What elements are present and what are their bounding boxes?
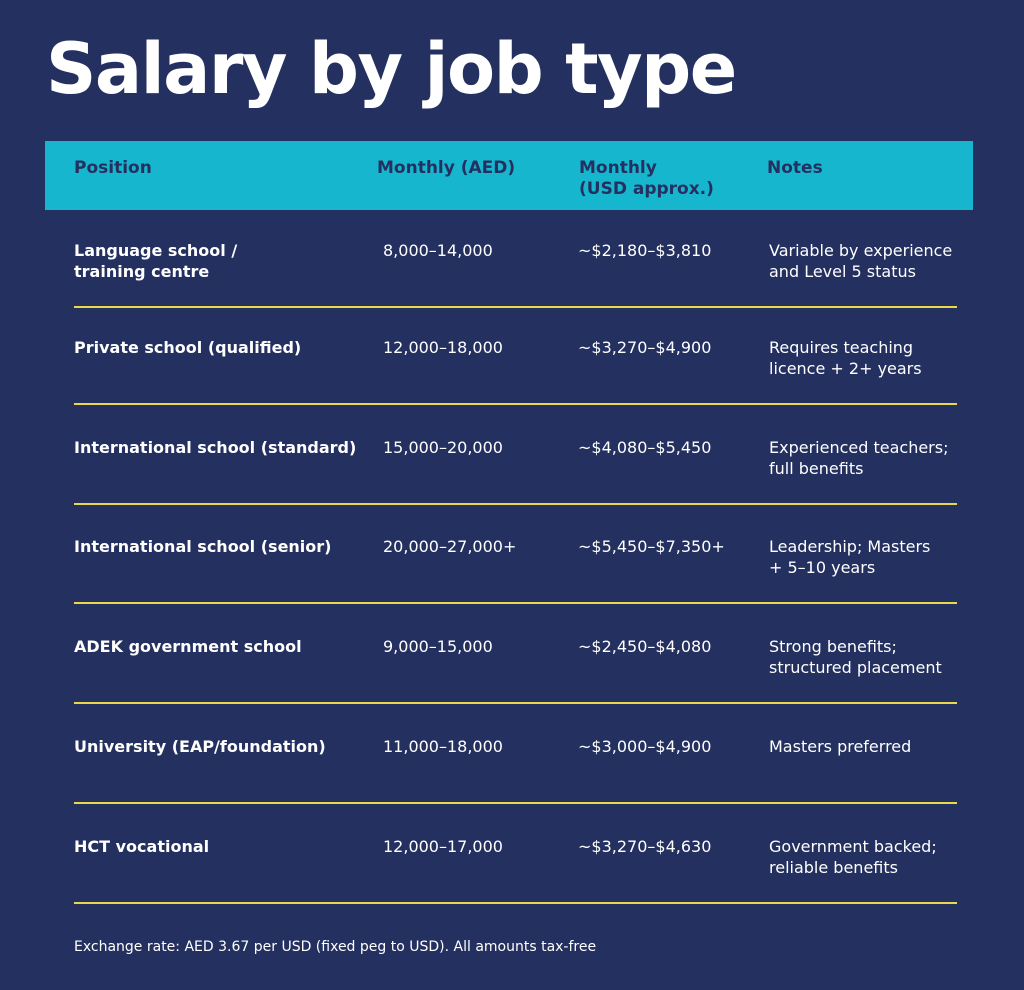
row-divider	[74, 503, 957, 505]
table-row	[74, 706, 957, 804]
cell-notes: Requires teaching licence + 2+ years	[769, 338, 922, 378]
table-row	[74, 407, 957, 505]
row-divider	[74, 802, 957, 804]
cell-monthly-aed: 11,000–18,000	[383, 737, 503, 756]
row-divider	[74, 702, 957, 704]
cell-monthly-aed: 8,000–14,000	[383, 241, 493, 260]
row-divider	[74, 902, 957, 904]
column-header-position: Position	[74, 158, 152, 178]
column-header-monthly-usd: Monthly (USD approx.)	[579, 158, 714, 199]
cell-notes: Government backed; reliable benefits	[769, 837, 937, 877]
cell-position: Private school (qualified)	[74, 338, 302, 357]
cell-notes: Experienced teachers; full benefits	[769, 438, 949, 478]
cell-notes: Masters preferred	[769, 737, 912, 756]
cell-notes: Strong benefits; structured placement	[769, 637, 942, 677]
cell-monthly-usd: ~$3,000–$4,900	[578, 737, 712, 756]
row-divider	[74, 602, 957, 604]
column-header-monthly-aed: Monthly (AED)	[377, 158, 516, 178]
table-row	[74, 806, 957, 904]
cell-position: International school (senior)	[74, 537, 332, 556]
table-row	[74, 307, 957, 405]
cell-monthly-aed: 12,000–17,000	[383, 837, 503, 856]
cell-monthly-aed: 15,000–20,000	[383, 438, 503, 457]
cell-position: ADEK government school	[74, 637, 302, 656]
cell-monthly-usd: ~$3,270–$4,630	[578, 837, 712, 856]
cell-notes: Variable by experience and Level 5 status	[769, 241, 953, 281]
cell-position: Language school / training centre	[74, 241, 238, 281]
column-header-notes: Notes	[767, 158, 823, 178]
table-header	[45, 141, 973, 210]
cell-monthly-aed: 9,000–15,000	[383, 637, 493, 656]
cell-position: University (EAP/foundation)	[74, 737, 326, 756]
cell-position: International school (standard)	[74, 438, 357, 457]
page-title: Salary by job type	[46, 28, 736, 110]
cell-position: HCT vocational	[74, 837, 210, 856]
cell-monthly-aed: 20,000–27,000+	[383, 537, 517, 556]
table-row	[74, 506, 957, 604]
cell-monthly-usd: ~$2,180–$3,810	[578, 241, 712, 260]
cell-monthly-aed: 12,000–18,000	[383, 338, 503, 357]
cell-monthly-usd: ~$4,080–$5,450	[578, 438, 712, 457]
exchange-rate-footnote: Exchange rate: AED 3.67 per USD (fixed peg to USD). All amounts tax-free	[74, 939, 597, 955]
cell-monthly-usd: ~$3,270–$4,900	[578, 338, 712, 357]
table-row	[74, 606, 957, 704]
cell-monthly-usd: ~$2,450–$4,080	[578, 637, 712, 656]
cell-monthly-usd: ~$5,450–$7,350+	[578, 537, 725, 556]
cell-notes: Leadership; Masters + 5–10 years	[769, 537, 931, 577]
row-divider	[74, 403, 957, 405]
table-row	[74, 210, 957, 308]
